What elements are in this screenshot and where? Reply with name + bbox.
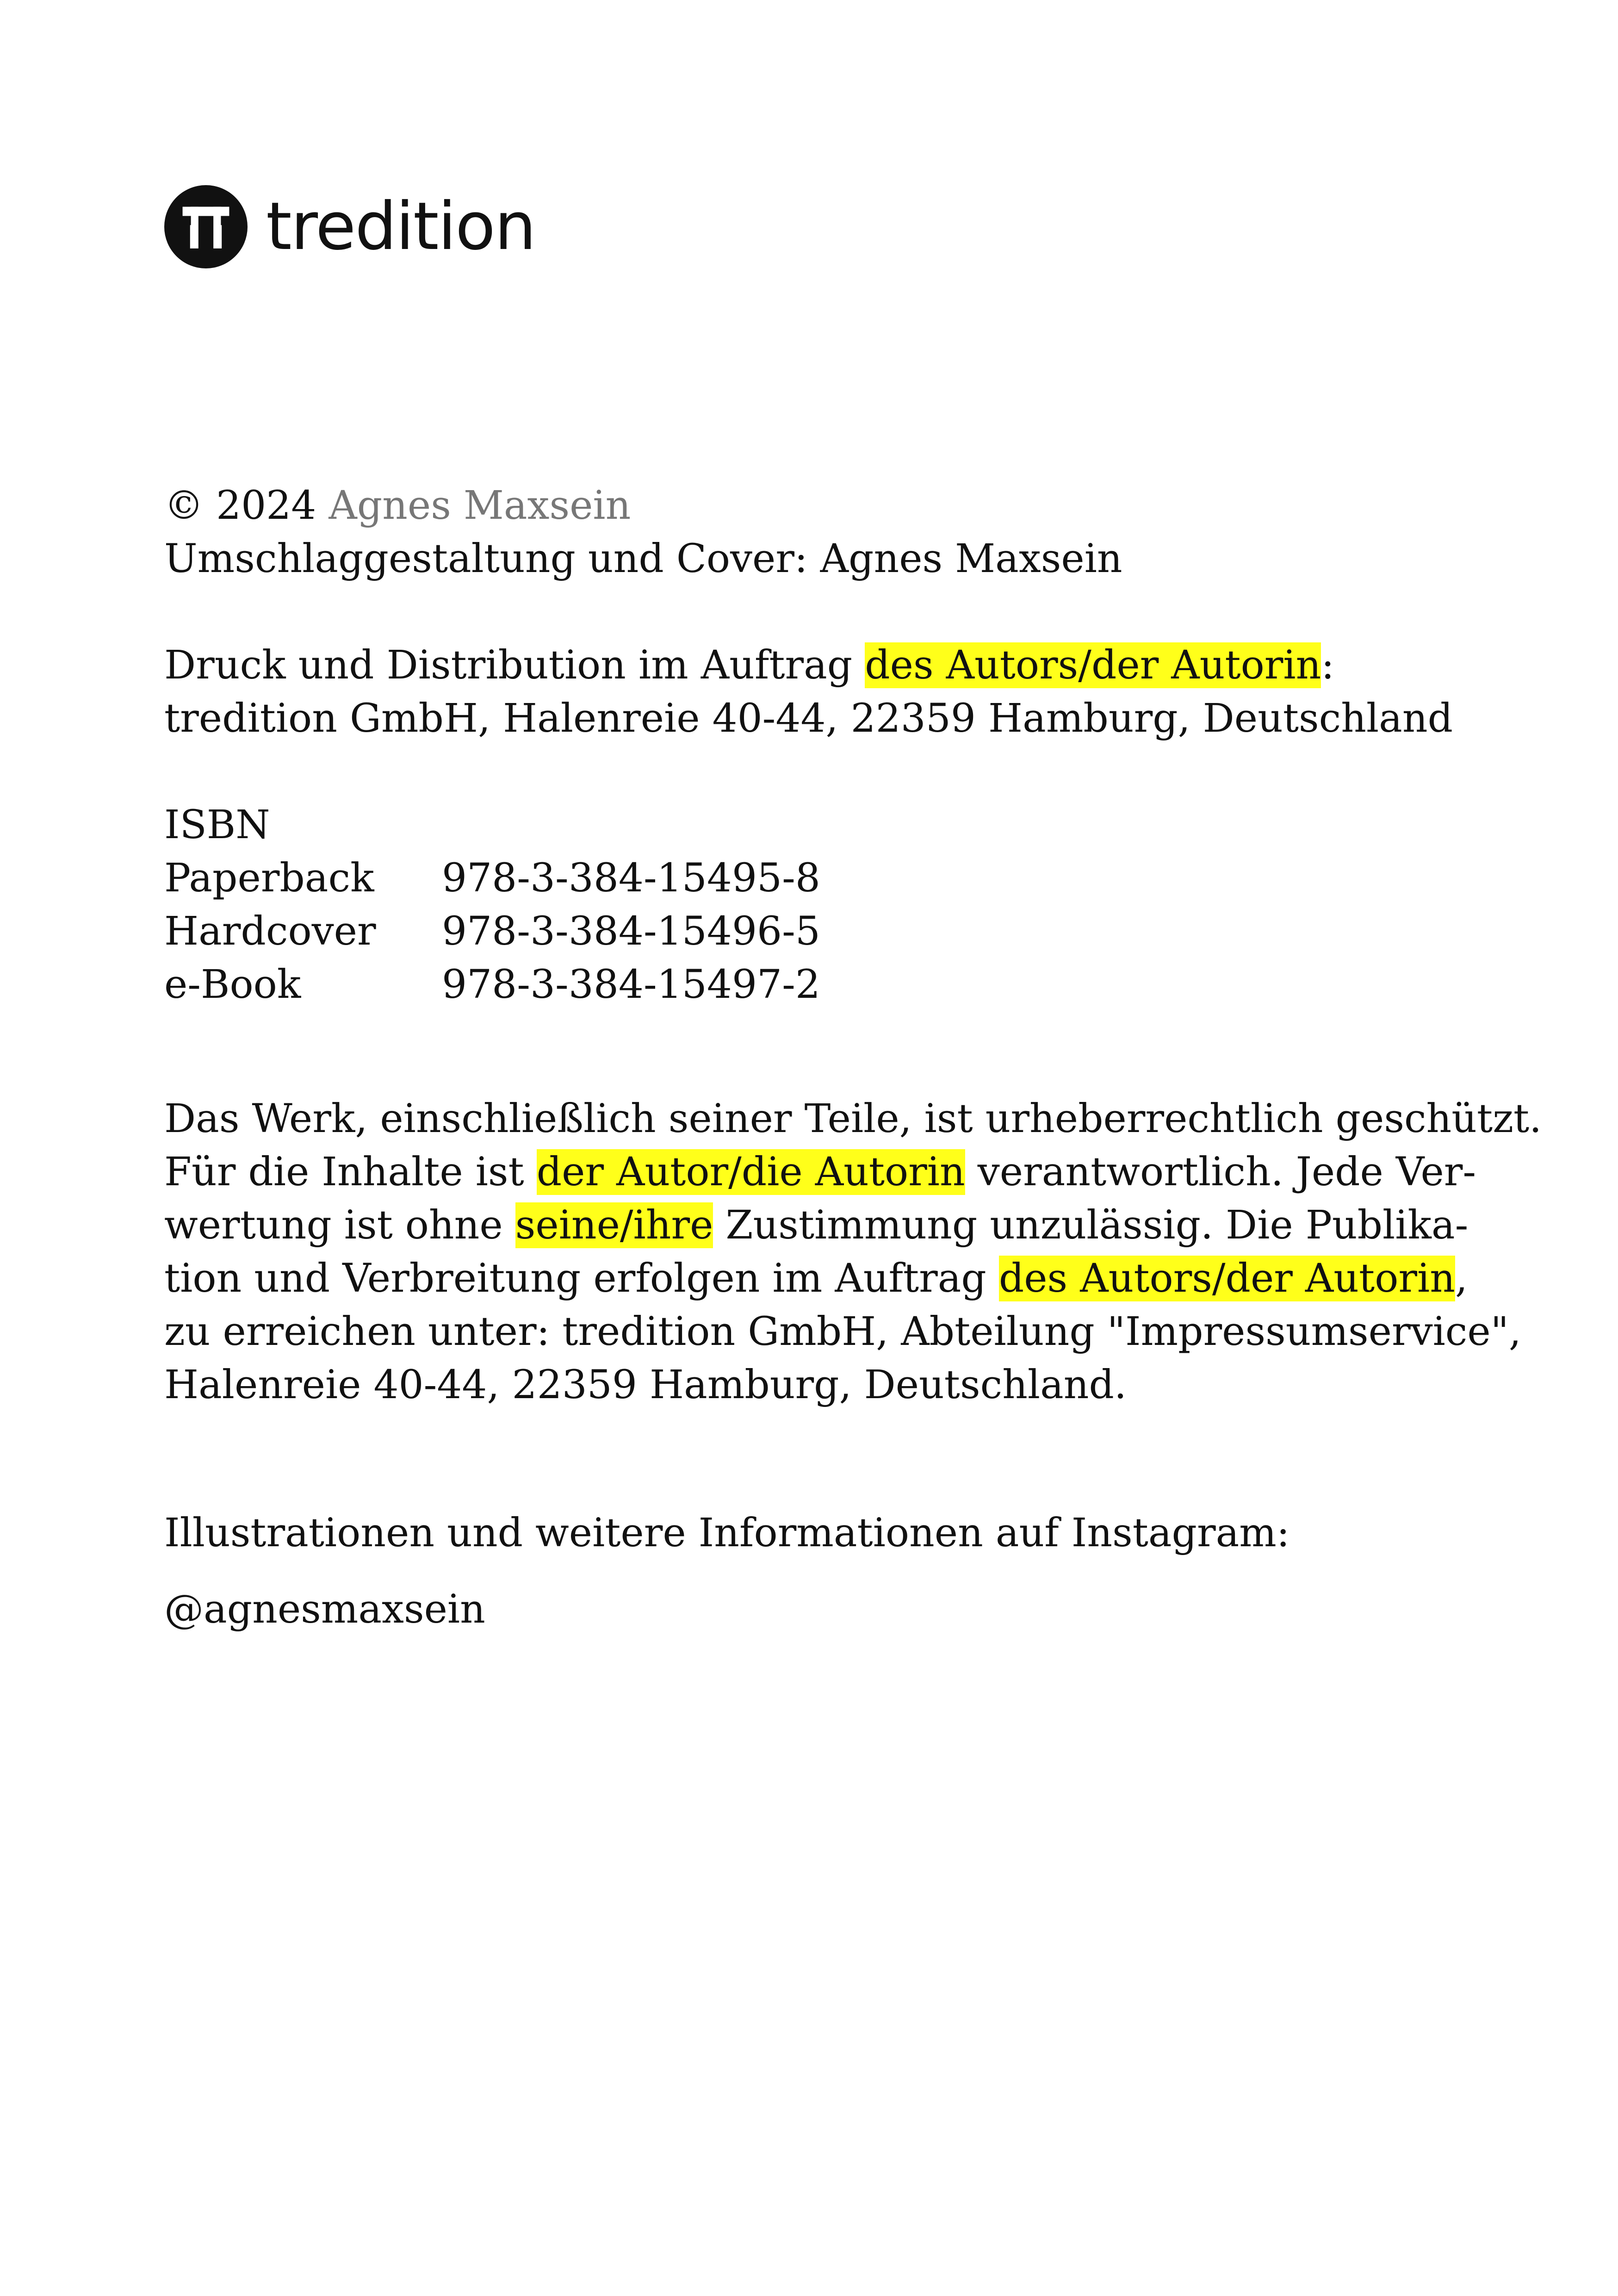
legal-text: Zustimmung unzulässig. Die Publika- [713,1202,1469,1248]
isbn-format: Hardcover [164,908,376,954]
legal-line: Das Werk, einschließlich seiner Teile, ist urheberrechtlich geschützt. [164,1096,1542,1142]
isbn-row [164,852,820,905]
isbn-list [164,852,820,1011]
distribution-address: tredition GmbH, Halenreie 40-44, 22359 Hamburg, Deutschland [164,696,1453,741]
distribution-colon: : [1321,642,1334,688]
tredition-logo-icon [164,185,248,268]
legal-line [164,1252,1542,1305]
isbn-row [164,958,820,1011]
isbn-table [164,852,820,1011]
legal-line [164,1145,1542,1199]
distribution-line [164,639,1334,692]
cover-credit: Umschlaggestaltung und Cover: Agnes Maxsein [164,536,1122,582]
legal-text: tion und Verbreitung erfolgen im Auftrag [164,1256,999,1301]
instagram-label: Illustrationen und weitere Informationen auf Instagram: [164,1510,1290,1556]
legal-line: zu erreichen unter: tredition GmbH, Abteilung "Impressumservice", [164,1309,1521,1355]
publisher-logo [164,185,535,268]
isbn-number: 978-3-384-15496-5 [442,908,820,954]
instagram-handle: @agnesmaxsein [164,1587,485,1632]
distribution-text: Druck und Distribution im Auftrag [164,642,865,688]
highlighted-text: des Autors/der Autorin [998,1256,1455,1301]
highlighted-text: der Autor/die Autorin [536,1149,965,1195]
copyright-author: Agnes Maxsein [329,483,631,529]
legal-paragraph [164,1092,1542,1412]
legal-text: verantwortlich. Jede Ver- [965,1149,1476,1195]
isbn-heading: ISBN [164,802,270,848]
legal-text: wertung ist ohne [164,1202,515,1248]
legal-line: Halenreie 40-44, 22359 Hamburg, Deutschland. [164,1362,1127,1408]
legal-text: Für die Inhalte ist [164,1149,537,1195]
isbn-number: 978-3-384-15497-2 [442,962,820,1008]
isbn-row [164,905,820,958]
isbn-format: e-Book [164,962,301,1008]
legal-text: , [1455,1256,1468,1301]
copyright-line [164,479,631,532]
logo-wordmark: tredition [266,188,535,265]
isbn-format: Paperback [164,855,374,901]
highlighted-text: des Autors/der Autorin [865,642,1321,688]
legal-line [164,1199,1542,1252]
isbn-number: 978-3-384-15495-8 [442,855,820,901]
highlighted-text: seine/ihre [515,1202,713,1248]
copyright-prefix: © 2024 [164,483,329,529]
